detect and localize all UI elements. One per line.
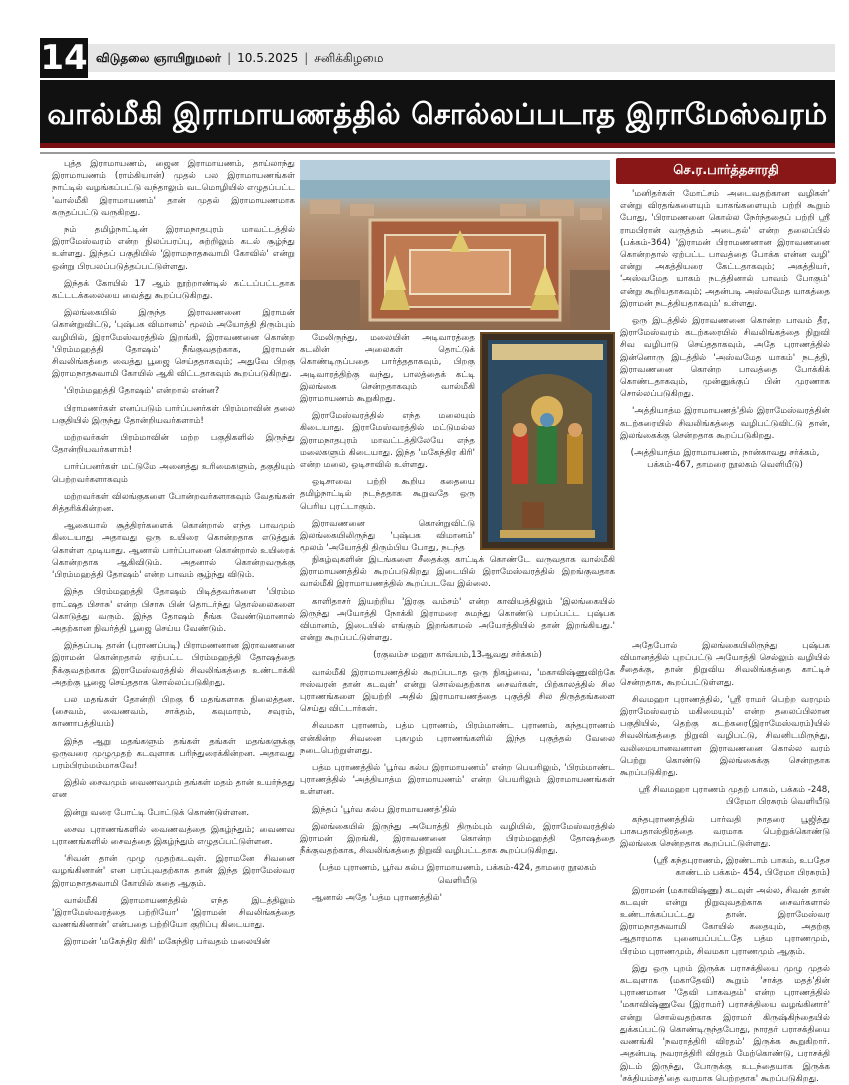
paragraph: இந்த பிரம்மஹத்தி தோஷம் பிடித்தவர்களை 'பிரம்ம ராட்ஷத பிசாசு' என்ற பிசாசு பின் தொடர்ந்து தொல்லைகளை கொடுத்து வரும். இந்த தோஷம் நீங்க வேண்டுமானால் அதற்கான நிவர்த்தி பூஜை செய்ய வேண்டும். — [52, 587, 295, 634]
paragraph: காளிதாசர் இயற்றிய 'இரகு வம்சம்' என்ற காவியத்திலும் 'இலங்கையில் இருந்து அயோத்தி நோக்கி இராமரை சுமந்து கொண்டு பறப்பட்ட புஷ்பக விமானம், இடையில் எங்கும் இறங்காமல் அயோத்தியில் தான் இறங்கியது.' என்று கூறப்பட்டுள்ளது. — [300, 596, 615, 644]
header-bar — [88, 44, 835, 72]
paragraph: 'பிரம்மஹத்தி தோஷம்' என்றால் என்ன? — [64, 386, 220, 397]
article-column-3b — [620, 640, 830, 1084]
temple-aerial-photo — [300, 160, 610, 330]
paragraph: 'அத்தியாத்ம இராமாயணத்'தில் இராமேஸ்வரத்தின் கடற்கரையில் சிவலிங்கத்தை வழிபட்டுவிட்டு தான், இலங்கைக்கு சென்றதாக கூறப்படுகிறது. — [620, 406, 830, 441]
paragraph: புத்த இராமாயணம், ஜைன இராமாயணம், தாய்லாந்து இராமாயணம் (ராம்கியான்) முதல் பல இராமாயணங்கள் நாட்டில் வழங்கப்பட்டு வந்தாலும் வடமொழியில் எழுதப்பட்ட 'வால்மீகி இராமாயணம்' தான் முதல் இராமாயணமாக கருதப்பட்டு வருகிறது. — [52, 159, 295, 218]
paragraph: பல மதங்கள் தோன்றி பிறகு 6 மதங்களாக நிலைத்தன. (சைவம், வைணவம், சாக்தம், கவுமாரம், சவுரம், காணாபத்தியம்) — [52, 694, 295, 730]
temple-aerial-illustration — [300, 160, 610, 330]
rama-painting — [480, 332, 615, 550]
paragraph: இராமேஸ்வரத்தில் எந்த மலையும் கிடையாது. இராமேஸ்வரத்தில் மட்டுமல்ல இராமநாதபுரம் மாவட்டத்திலேயே எந்த மலைகளும் கிடையாது. இந்த 'மகேந்திர கிரி' என்ற மலை, ஒடிசாவில் உள்ளது. — [300, 411, 475, 471]
paragraph: இலங்கையில் இருந்து அயோத்தி திரும்பும் வழியில், இராமேஸ்வரத்தில் இராமன் இறங்கி, இராவணனை கொன்ற பிரம்மஹத்தி தோஷத்தை நீக்குவதற்காக, சிவலிங்கத்தை நிறுவி வழிபட்டதாக கூறப்படுகிறது. — [300, 821, 615, 857]
publication-name: விடுதலை ஞாயிறுமலர் — [96, 51, 222, 65]
paragraph: சிவமஹா புராணத்தில், 'ஸ்ரீ ராமர் பெற்ற வரமும் இராமேஸ்வரம் மகிமையும்' என்ற தலைப்பிலான பகுதியில், தெற்கு கடற்கரை(இராமேஸ்வரம்)யில் சிவலிங்கத்தை நிறுவி வழிபட்டு, சிவனிடமிருந்து, வலிமையானவனான இராவணனை கொல்ல வரம் பெற்று கொண்டு இலங்கைக்கு சென்றதாக கூறப்படுகிறது. — [620, 694, 830, 779]
citation: (ஸ்ரீ கந்தபுராணம், இரண்டாம் பாகம், உபதேச காண்டம் பக்கம்- 454, பிரேமா பிரசுரம்) — [653, 856, 830, 879]
citation: (பத்ம புராணம், பூர்வ கல்ப இராமாயணம், பக்கம்-424, தாமரை நூலகம் வெளியீடு — [318, 863, 597, 886]
paragraph: ஒடிசாவை பற்றி கூறிய கதையை தமிழ்நாட்டில் நடந்ததாக கூறுவதே ஒரு பெரிய புரட்டாகும். — [300, 477, 475, 512]
paragraph: நிகழ்வுகளின் இடங்களை சீதைக்கு காட்டிக் கொண்டே வருவதாக வால்மீகி இராமாயணத்தில் கூறப்படுகிறது இடையில் இராமேஸ்வரத்தில் இறங்குவதாக வால்மீகி இராமாயணத்தில் கூறப்படவே இல்லை. — [300, 555, 615, 590]
paragraph: கந்தபுராணத்தில் பார்வதி நாதரை பூஜித்து பாசுபதாஸ்திரத்தை வரமாக பெற்றுக்கொண்டு இலங்கை சென்றதாக கூறப்பட்டுள்ளது. — [620, 814, 830, 850]
paragraph: இந்தக் கோயில் 17 ஆம் நூற்றாண்டில் கட்டப்பட்டதாக கட்டடக்கலையை வைத்து கூறப்படுகிறது. — [52, 278, 295, 302]
paragraph: இதில் சைவமும் வைணவமும் தங்கள் மதம் தான் உயர்ந்தது என — [52, 778, 295, 801]
paragraph: 'மனிதர்கள் மோட்சம் அடைவதற்கான வழிகள்' என்று விரதங்களையும் யாகங்களையும் பற்றி கூறும் போது, 'பிராமணனை கொல்ல நேர்ந்ததைப் பற்றி ஸ்ரீ ராமபிரான் வருத்தம் அடைதல்' என்ற தலைப்பில் (பக்கம்-364) 'இராமன் பிராமணனான இராவணனை கொன்றதால் ஏற்பட்ட பாவத்தை போக்க என்ன வழி' என்று அகத்தியரை கேட்டதாகவும்; அகத்தியர், 'அஸ்வமேத யாகம் நடத்தினால் பாவம் போகும்' என்று கூறியதாகவும்; அதன்படி அஸ்வமேத யாகத்தை இராமன் நடத்தியதாகவும்' உள்ளது. — [620, 189, 830, 309]
paragraph: பிராமணர்கள் எனப்படும் பார்ப்பனர்கள் பிரம்மாவின் தலை பகுதியில் இருந்து தோன்றியவர்களாம்! — [52, 403, 295, 426]
citation: (அத்தியாத்ம இராமாயணம், நான்காவது சர்க்கம், பக்கம்-467, தாமரை நூலகம் வெளியீடு) — [630, 448, 820, 471]
header-separator: | — [304, 51, 309, 65]
issue-day: சனிக்கிழமை — [314, 51, 384, 65]
paragraph: நம் தமிழ்நாட்டின் இராமநாதபுரம் மாவட்டத்தில் இராமேஸ்வரம் என்ற நிலப்பரப்பு, சுற்றிலும் கடல் சூழ்ந்து உள்ளது. இந்தப் பகுதியில் 'இராமநாதசுவாமி கோவில்' என்று ஒன்று பிரபலப்படுத்தப்பட்டுள்ளது. — [52, 225, 295, 272]
paragraph: ஒரு இடத்தில் இராவணனை கொன்ற பாவம் தீர, இராமேஸ்வரம் கடற்கரையில் சிவலிங்கத்தை நிறுவி சிவ வழிபாடு செய்ததாகவும், அதே புராணத்தில் இன்னொரு இடத்தில் 'அஸ்வமேத யாகம்' நடத்தி, இராவணனை கொன்ற பாவத்தை போக்கிக் கொண்டதாகவும், முன்னுக்குப் பின் முரணாக சொல்லப்படுகிறது. — [620, 316, 830, 400]
paragraph: பார்ப்பனர்கள் மட்டுமே அனைத்து உரிமைகளும், தகுதியும் பெற்றவர்களாகவும் — [52, 462, 295, 485]
article-column-3 — [620, 188, 830, 638]
citation: (ரகுவம்ச மஹா காவ்யம்,13ஆவது சர்க்கம்) — [373, 650, 542, 661]
paragraph: வால்மீகி இராமாயணத்தில் கூறப்படாத ஒரு நிகழ்வை, 'மகாவிஷ்ணுவிற்கே ஈஸ்வரன் தான் கடவுள்' என்று சொல்வதற்காக சைவர்கள், பிற்காலத்தில் சில புராணங்களை இயற்றி அதில் இராமாயணத்தை புகுத்தி சில திருத்தங்களை செய்து விட்டார்கள். — [300, 667, 615, 715]
paragraph: மேலிருந்து, மலையின் அடிவாரத்தை கடலின் அலைகள் தொட்டுக் கொண்டிருப்பதை பார்த்ததாகவும், பிறகு அடிவாரத்திற்கு வந்து, பாலத்தைக் கட்டி இலங்கை சென்றதாகவும் வால்மீகி இராமாயணம் கூறுகிறது. — [300, 333, 475, 405]
author-byline: செ.ர.பார்த்தசாரதி — [616, 158, 836, 184]
paragraph: இராவணனை கொன்றுவிட்டு இலங்கையிலிருந்து 'புஷ்பக விமானம்' மூலம் 'அயோத்தி திரும்பிய போது, நடந்த — [300, 518, 475, 554]
paragraph: 'சிவன் தான் முழு முதற்கடவுள். இராமனே சிவனை வழங்கினான்' என பரப்புவதற்காக தான் இந்த இராமேஸ்வர இராமநாதசுவாமி கோயில் கதை ஆகும். — [52, 854, 295, 889]
page-number: 14 — [40, 38, 88, 78]
paragraph: ஆகையால் சூத்திரர்களைக் கொன்றால் எந்த பாவமும் கிடையாது அதாவது ஒரு உயிரை கொன்றதாக எடுத்துக் கொள்ள முடியாது. ஆனால் பார்ப்பானை கொன்றால் உயிரைக் கொன்றதாக ஆகிவிடும். அதனால் கொன்றவருக்கு 'பிரம்மஹத்தி தோஷம்' என்ற பாவம் சூழ்ந்து விடும். — [52, 521, 295, 581]
paragraph: இராமன் (மகாவிஷ்ணு) கடவுள் அல்ல, சிவன் தான் கடவுள் என்று நிறுவுவதற்காக சைவர்களால் உண்டாக்கப்பட்டது தான். இராமேஸ்வர இராமநாதசுவாமி கோயில் கதையும், அதற்கு ஆதாரமாக புனையப்பட்டதே பத்ம புராணமும், பிரம்ம புராணமும், சிவமகா புராணமும் ஆகும். — [620, 885, 830, 957]
paragraph: சைவ புராணங்களில் வைணவத்தை இகழ்ந்தும்; வைணவ புராணங்களில் சைவத்தை இகழ்ந்தும் எழுதப்பட்டுள்ளன. — [52, 824, 295, 847]
rama-painting-illustration — [482, 334, 613, 548]
paragraph: இந்தப் 'பூர்வ கல்ப இராமாயணத்'தில் — [312, 804, 457, 815]
paragraph: இராமன் 'மகேந்திர கிரி' மகேந்திர பர்வதம் மலையின் — [64, 937, 271, 948]
paragraph: இன்று வரை போட்டி போட்டுக் கொண்டுள்ளன. — [64, 807, 250, 818]
article-column-2 — [300, 332, 475, 552]
paragraph: பத்ம புராணத்தில் 'பூர்வ கல்ப இராமாயணம்' என்ற பெயரிலும், 'பிரம்மாண்ட புராணத்தில் 'அத்தியாத்ம இராமாயணம்' என்ற பெயரிலும் இராமாயணங்கள் உள்ளன. — [300, 763, 615, 798]
paragraph: அதேபோல் இலங்கையிலிருந்து புஷ்பக விமானத்தில் புறப்பட்டு அயோத்தி செல்லும் வழியில் சீதைக்கு, தான் நிறுவிய சிவலிங்கத்தை காட்டிச் சென்றதாக, கூறப்பட்டுள்ளது. — [620, 641, 830, 688]
paragraph: சிவமகா புராணம், பத்ம புராணம், பிரம்மாண்ட புராணம், கந்தபுராணம் என்கின்ற சிவனை புகழும் புராணங்களில் இந்த புகுத்தல் வேலை நடைபெற்றுள்ளது. — [300, 721, 615, 756]
citation: ஸ்ரீ சிவமஹா புராணம் முதற் பாகம், பக்கம் -248, பிரேமா பிரசுரம் வெளியீடு — [638, 785, 830, 808]
divider — [40, 152, 835, 154]
issue-date: 10.5.2025 — [237, 51, 299, 65]
article-column-1 — [52, 158, 295, 990]
header-separator: | — [227, 51, 232, 65]
paragraph: மற்றவர்கள் பிரம்மாவின் மற்ற பகுதிகளில் இருந்து தோன்றியவர்களாம்! — [52, 433, 295, 456]
paragraph: இந்தப்படி தான் (புராணப்படி) பிராமணனான இராவணனை இராமன் கொன்றதால் ஏற்பட்ட பிரம்மஹத்தி தோஷத்தை நீக்குவதற்காக இராமேஸ்வரத்தில் சிவலிங்கத்தை உண்டாக்கி அதற்கு பூஜை செய்ததாக சொல்லப்படுகிறது. — [52, 641, 295, 688]
paragraph: ஆனால் அதே 'பத்ம புராணத்தில்' — [312, 892, 442, 903]
paragraph: வால்மீகி இராமாயணத்தில் எந்த இடத்திலும் 'இராமேஸ்வரத்தை பற்றியோ' 'இராமன் சிவலிங்கத்தை வணங்கினான்' என்பதை பற்றியோ குறிப்பு கிடையாது. — [52, 895, 295, 931]
article-column-2b — [300, 554, 615, 990]
paragraph: இது ஒரு புறம் இருக்க பராசக்தியை முழு முதல் கடவுளாக (மகாதேவி) கூறும் 'சாக்த மதத்'தின் புராணமான 'தேவி பாகவதம்' என்ற புராணத்தில் 'மகாவிஷ்ணுவே (இராமர்) பராசக்தியை வழங்கினார்' என்று சொல்வதற்காக இராமர் கிருஷ்கிந்தையில் துக்கப்பட்டு கொண்டிருந்தபோது, நாரதர் பராசக்தியை வணங்கி 'நவராத்திரி விரதம்' இருக்க கூறுகிறார். அதன்படி நவராத்திரி விரதம் மேற்கொண்டு, பராசக்தி இடம் இருந்து, போருக்கு உடந்தையாக இருக்க 'சக்தியம்சத்'தை வரமாக பெற்றதாக' கூறப்படுகிறது. — [620, 963, 830, 1084]
paragraph: இலங்கையில் இருந்த இராவணனை இராமன் கொன்றுவிட்டு, 'புஷ்பக விமானம்' மூலம் அயோத்தி திரும்பும் வழியில், இராமேஸ்வரத்தில் இறங்கி, இராவணனை கொன்ற 'பிரம்மஹத்தி தோஷம்' நீங்குவதற்காக, இராமன் சிவலிங்கத்தை வைத்து பூஜை செய்ததாகவும்; அதுவே பிறகு இராமநாதசுவாமி கோயில் ஆகி விட்டதாகவும் கூறப்படுகிறது. — [52, 308, 295, 380]
paragraph: இந்த ஆறு மதங்களும் தங்கள் தங்கள் மதங்களுக்கு ஒருவரை முழுமுதற் கடவுளாக பரிந்துரைக்கின்றன. அதாவது பரம்பிரம்மம்மாகவே! — [52, 736, 295, 771]
paragraph: மற்றவர்கள் விலங்குகளை போன்றவர்களாகவும் வேதங்கள் சித்தரிக்கின்றன. — [52, 491, 295, 515]
article-headline: வால்மீகி இராமாயணத்தில் சொல்லப்படாத இராமேஸ்வரம் — [40, 80, 835, 148]
